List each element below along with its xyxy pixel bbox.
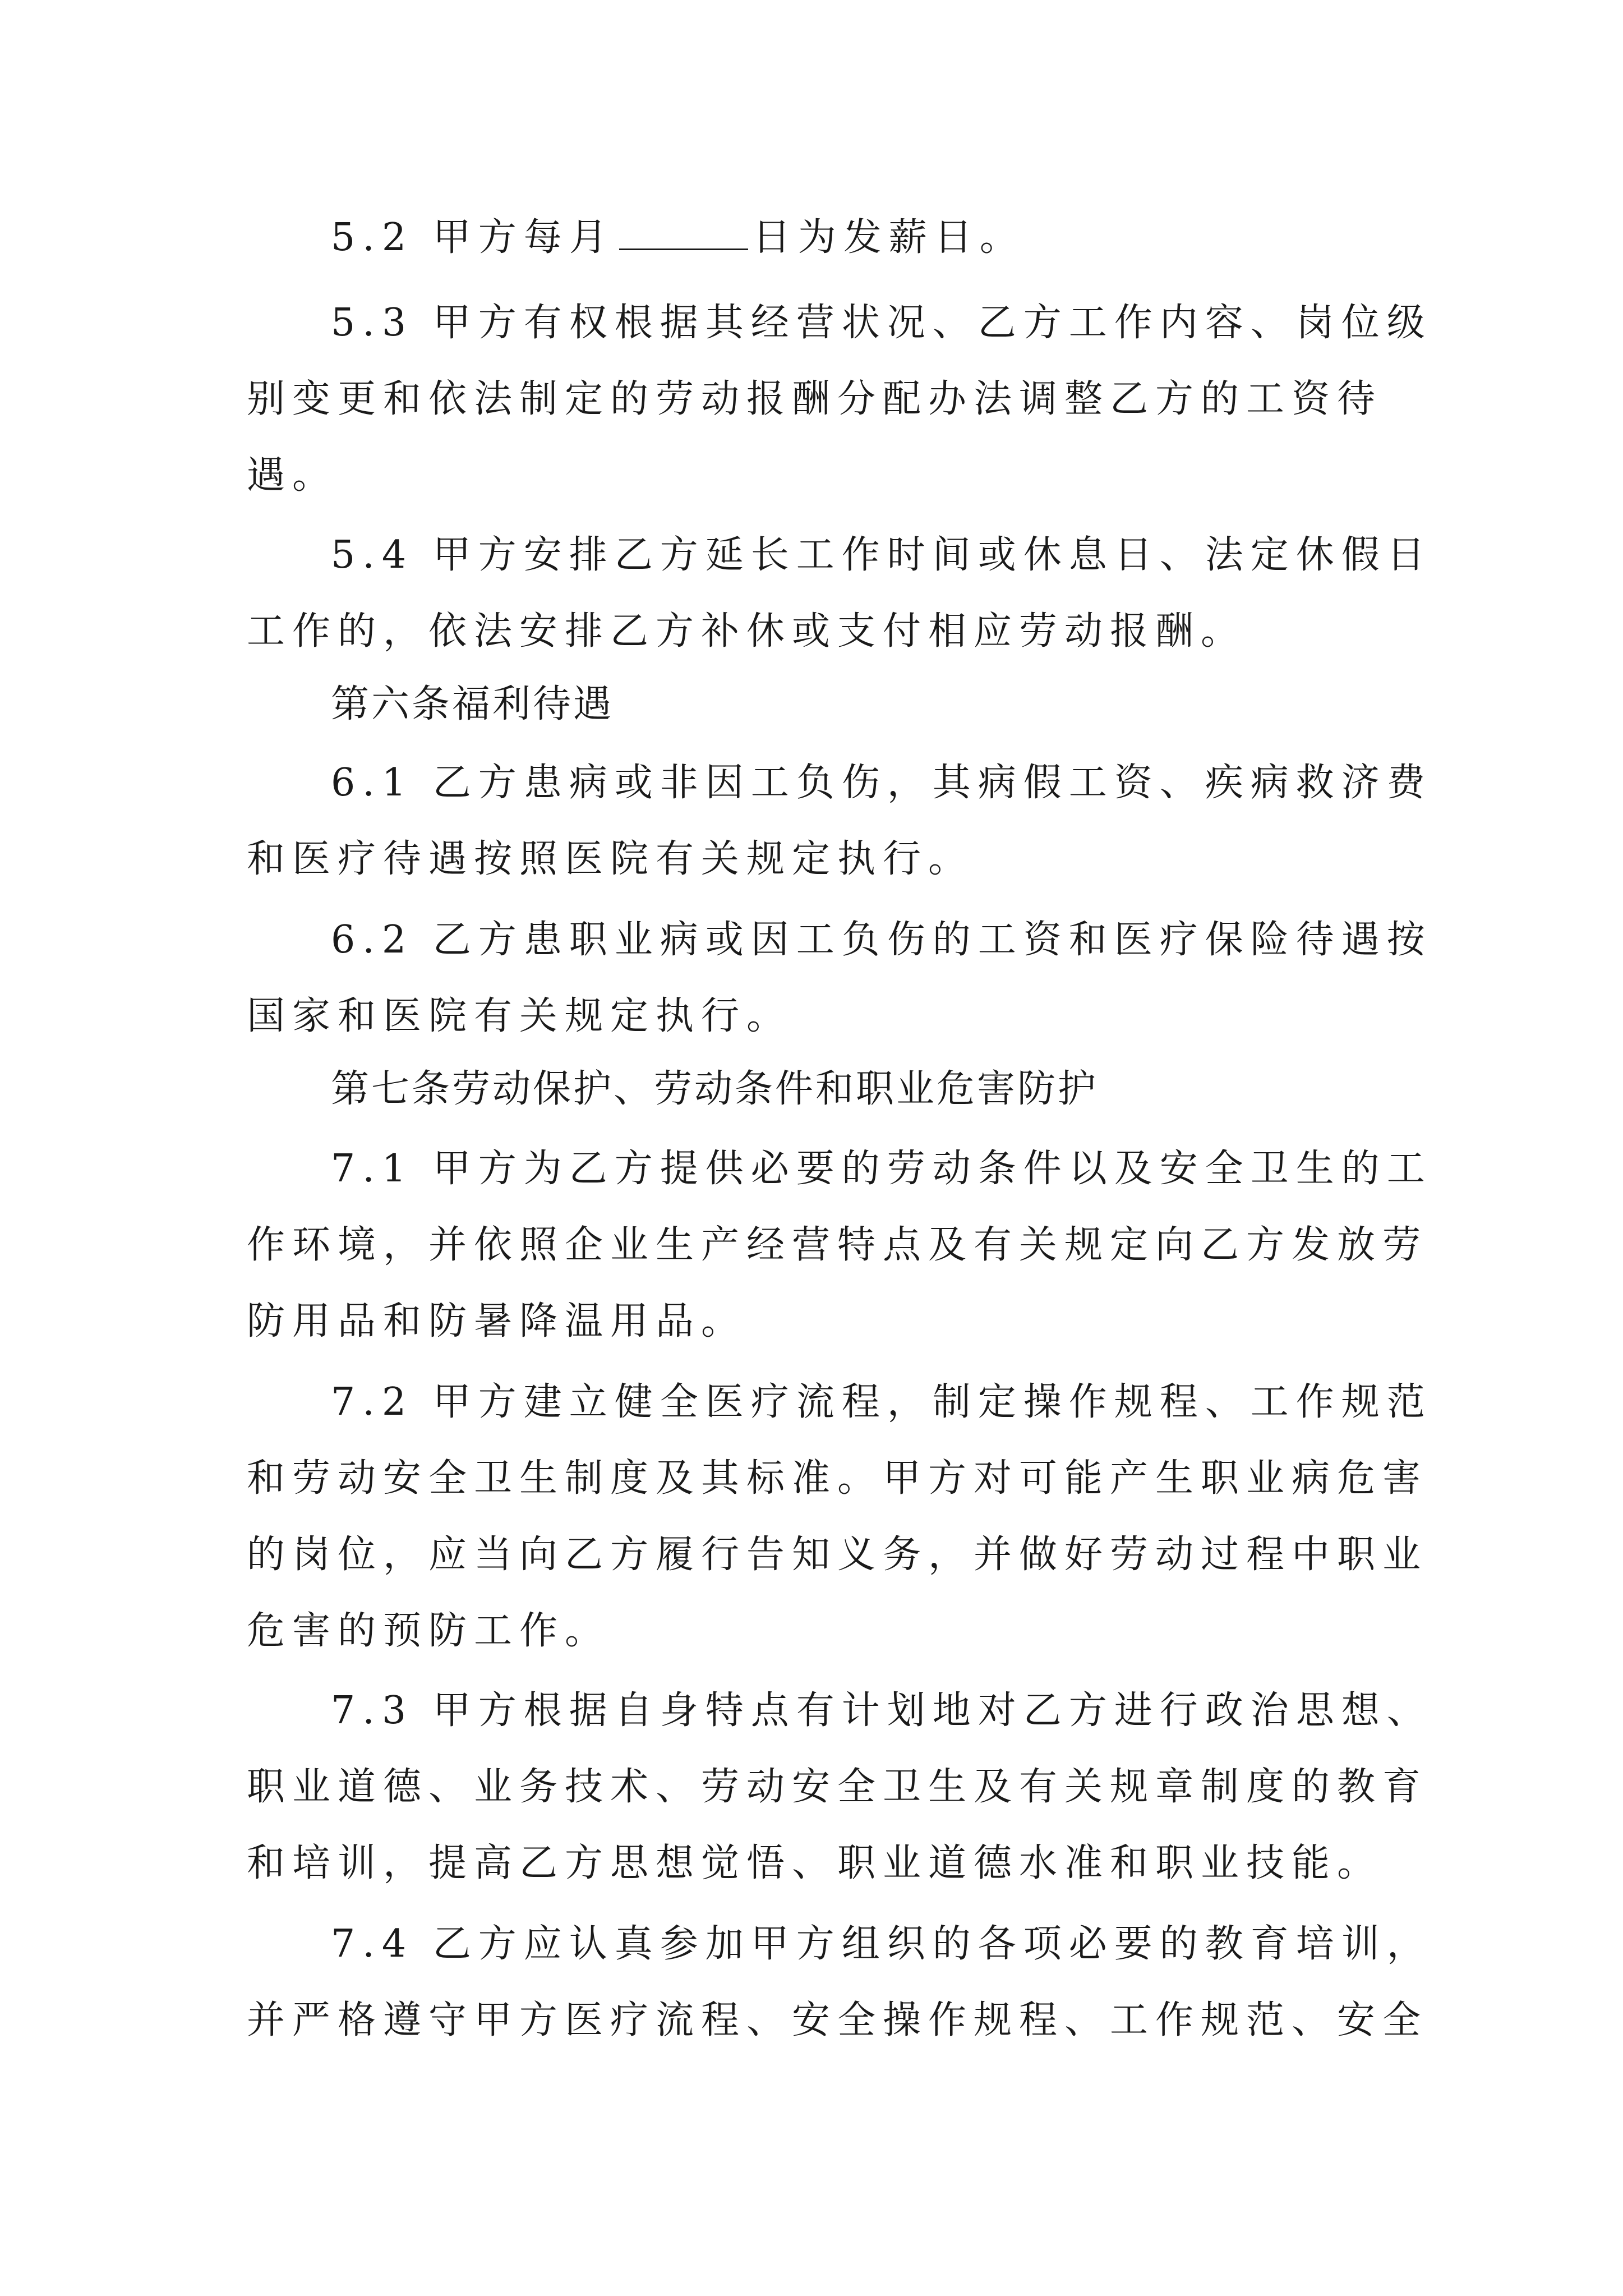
text-line: 和劳动安全卫生制度及其标准。甲方对可能产生职业病危害	[247, 1456, 1428, 1501]
text-line: 国家和医院有关规定执行。	[247, 994, 792, 1038]
text-line: 作环境，并依照企业生产经营特点及有关规定向乙方发放劳	[247, 1223, 1428, 1267]
text-line: 并严格遵守甲方医疗流程、安全操作规程、工作规范、安全	[247, 1998, 1428, 2042]
text-line: 和培训，提高乙方思想觉悟、职业道德水准和职业技能。	[247, 1841, 1383, 1885]
text-line: 5.3 甲方有权根据其经营状况、乙方工作内容、岗位级	[331, 301, 1432, 345]
text-line: 日为发薪日。	[752, 215, 1025, 260]
text-line: 和医疗待遇按照医院有关规定执行。	[247, 837, 974, 881]
text-line: 别变更和依法制定的劳动报酬分配办法调整乙方的工资待	[247, 377, 1383, 421]
section-heading: 第六条福利待遇	[331, 682, 614, 726]
text-line: 危害的预防工作。	[247, 1609, 611, 1653]
text-line: 工作的，依法安排乙方补休或支付相应劳动报酬。	[247, 609, 1247, 654]
text-line: 6.1 乙方患病或非因工负伤，其病假工资、疾病救济费	[331, 761, 1432, 805]
text-line: 5.4 甲方安排乙方延长工作时间或休息日、法定休假日	[331, 533, 1432, 577]
text-line: 职业道德、业务技术、劳动安全卫生及有关规章制度的教育	[247, 1765, 1428, 1809]
fill-in-blank	[619, 216, 748, 250]
paragraph-5-2	[331, 215, 1025, 260]
text-line: 防用品和防暑降温用品。	[247, 1299, 747, 1343]
text-line: 6.2 乙方患职业病或因工负伤的工资和医疗保险待遇按	[331, 918, 1432, 962]
text-line: 7.2 甲方建立健全医疗流程，制定操作规程、工作规范	[331, 1380, 1432, 1424]
text-line: 的岗位，应当向乙方履行告知义务，并做好劳动过程中职业	[247, 1533, 1428, 1577]
text-line: 7.4 乙方应认真参加甲方组织的各项必要的教育培训，	[331, 1922, 1432, 1966]
text-line: 5.2 甲方每月	[331, 215, 615, 260]
text-line: 7.3 甲方根据自身特点有计划地对乙方进行政治思想、	[331, 1688, 1432, 1733]
text-line: 7.1 甲方为乙方提供必要的劳动条件以及安全卫生的工	[331, 1147, 1432, 1191]
section-heading: 第七条劳动保护、劳动条件和职业危害防护	[331, 1067, 1099, 1111]
text-line: 遇。	[247, 453, 338, 498]
